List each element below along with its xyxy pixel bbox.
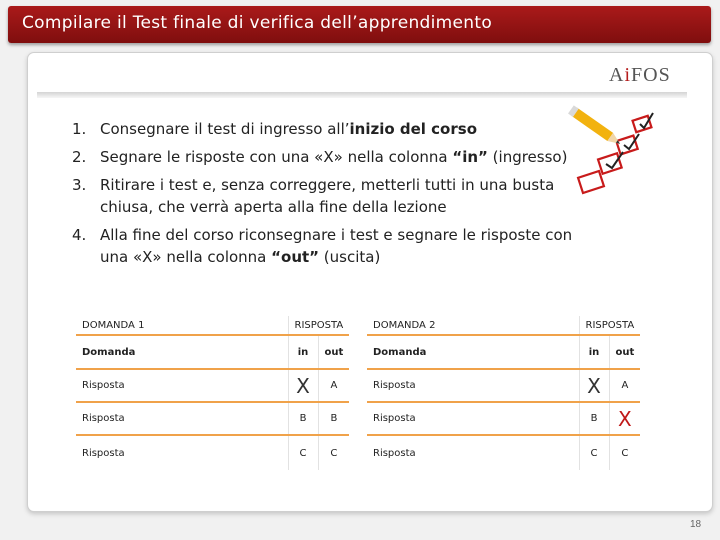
instruction-list	[72, 118, 582, 274]
answer-in: C	[288, 435, 318, 470]
answer-out: C	[318, 435, 349, 470]
question-table-2	[367, 316, 640, 470]
answer-label: Risposta	[373, 447, 416, 459]
answer-in: B	[288, 402, 318, 435]
answer-label: Risposta	[76, 369, 288, 402]
answer-in-mark: X	[579, 369, 609, 402]
answer-in: B	[579, 402, 609, 435]
answer-label: Risposta	[82, 447, 125, 459]
step-4: 4. Alla fine del corso riconsegnare i test e segnare le risposte con una «X» nella colonna “out” (uscita)	[72, 226, 573, 266]
aifos-logo: AiFOS	[609, 64, 671, 86]
table-header: DOMANDA 2	[367, 316, 579, 335]
step-3: 3. Ritirare i test e, senza correggere, metterli tutti in una busta chiusa, che verrà aperta alla fine della lezione	[72, 176, 555, 216]
page-number: 18	[690, 519, 702, 530]
answer-out: B	[318, 402, 349, 435]
answer-out: A	[318, 369, 349, 402]
col-in: in	[579, 335, 609, 369]
step-1: 1. Consegnare il test di ingresso all’inizio del corso	[72, 120, 477, 138]
slide-title: Compilare il Test finale di verifica dell’apprendimento	[22, 13, 493, 33]
col-out: out	[609, 335, 640, 369]
col-in: in	[288, 335, 318, 369]
answer-in: C	[579, 435, 609, 470]
risposta-header: RISPOSTA	[579, 316, 640, 335]
step-2: 2. Segnare le risposte con una «X» nella colonna “in” (ingresso)	[72, 148, 568, 166]
answer-label: Risposta	[367, 369, 579, 402]
answer-out: A	[609, 369, 640, 402]
question-table-1	[76, 316, 349, 470]
answer-in-mark: X	[288, 369, 318, 402]
domanda-label: Domanda	[76, 335, 288, 369]
inner-header-band	[37, 92, 687, 98]
answer-out-mark: X	[609, 402, 640, 435]
answer-label: Risposta	[76, 402, 288, 435]
domanda-label: Domanda	[367, 335, 579, 369]
answer-out: C	[609, 435, 640, 470]
col-out: out	[318, 335, 349, 369]
risposta-header: RISPOSTA	[288, 316, 349, 335]
answer-label: Risposta	[367, 402, 579, 435]
table-header: DOMANDA 1	[76, 316, 288, 335]
